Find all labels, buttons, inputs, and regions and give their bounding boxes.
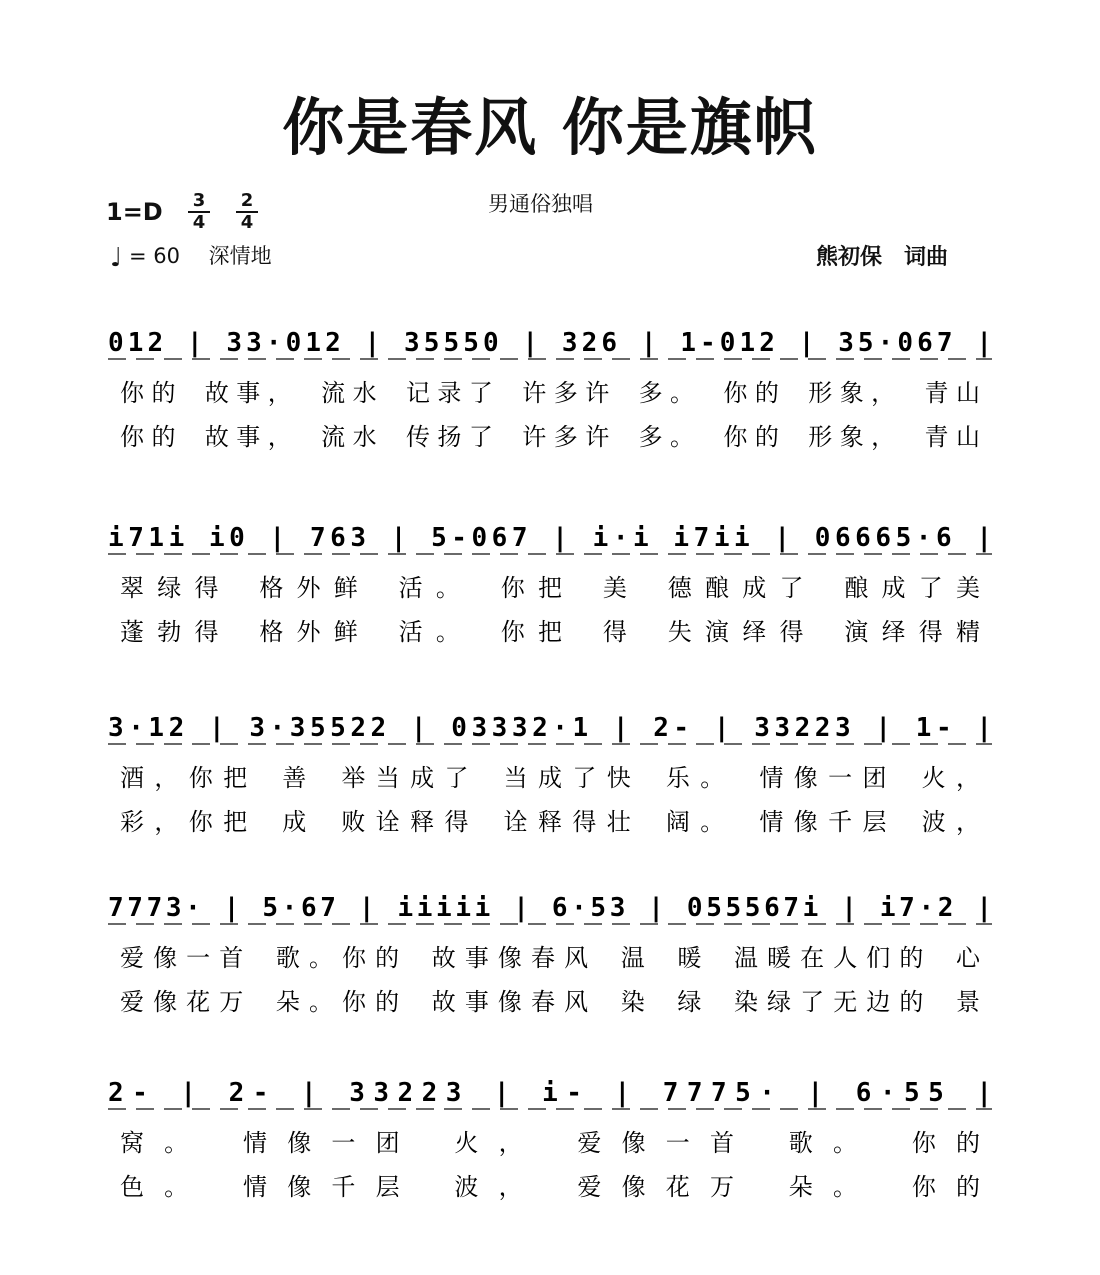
lyrics-line-1-1: 你的 故事， 流水 记录了 许多许 多。 你的 形象， 青山: [120, 379, 981, 407]
notes-line-5: 2- | 2- | 33223 | i- | 7775· | 6·55 |: [108, 1078, 993, 1108]
lyrics-line-4-2: 爱像花万 朵。你的 故事像春风 染 绿 染绿了无边的 景: [120, 988, 980, 1016]
quarter-note-icon: ♩: [110, 243, 123, 273]
expression-mark: 深情地: [208, 244, 272, 268]
lyricist-composer-credit: 熊初保 词曲: [816, 245, 949, 270]
score-systems: [108, 328, 992, 1201]
lyrics-line-5-2: 色。 情像千层 波， 爱像花万 朵。 你的: [120, 1173, 980, 1201]
lyrics-line-3-1: 酒，你把 善 举当成了 当成了快 乐。 情像一团 火，: [120, 764, 980, 792]
time-signature-2-4: $\frac{2}{4}$: [236, 192, 258, 232]
time-signature-3-4: $\frac{3}{4}$: [188, 192, 210, 232]
lyrics-line-2-2: 蓬勃得 格外鲜 活。 你把 得 失演绎得 演绎得精: [120, 618, 980, 646]
notes-line-4: 7773· | 5·67 | iiiii | 6·53 | 055567i | i7·2 |: [108, 893, 992, 923]
notes-line-1: 012 | 33·012 | 35550 | 326 | 1-012 | 35·067 |: [108, 328, 993, 358]
key-label: 1=D: [106, 198, 163, 226]
tempo-value: = 60: [128, 244, 180, 268]
lyrics-line-2-1: 翠绿得 格外鲜 活。 你把 美 德酿成了 酿成了美: [120, 574, 980, 602]
song-title: 你是春风 你是旗帜: [282, 91, 818, 164]
notes-line-2: i71i i0 | 763 | 5-067 | i·i i7ii | 06665·6 |: [108, 523, 993, 553]
lyrics-line-1-2: 你的 故事， 流水 传扬了 许多许 多。 你的 形象， 青山: [120, 423, 981, 451]
lyrics-line-5-1: 窝。 情像一团 火， 爱像一首 歌。 你的: [120, 1129, 980, 1157]
lyrics-line-4-1: 爱像一首 歌。你的 故事像春风 温 暖 温暖在人们的 心: [120, 944, 980, 972]
performance-subtitle: 男通俗独唱: [488, 192, 593, 216]
lyrics-line-3-2: 彩，你把 成 败诠释得 诠释得壮 阔。 情像千层 波，: [120, 808, 980, 836]
notes-line-3: 3·12 | 3·35522 | 03332·1 | 2- | 33223 | 1- |: [108, 713, 993, 743]
